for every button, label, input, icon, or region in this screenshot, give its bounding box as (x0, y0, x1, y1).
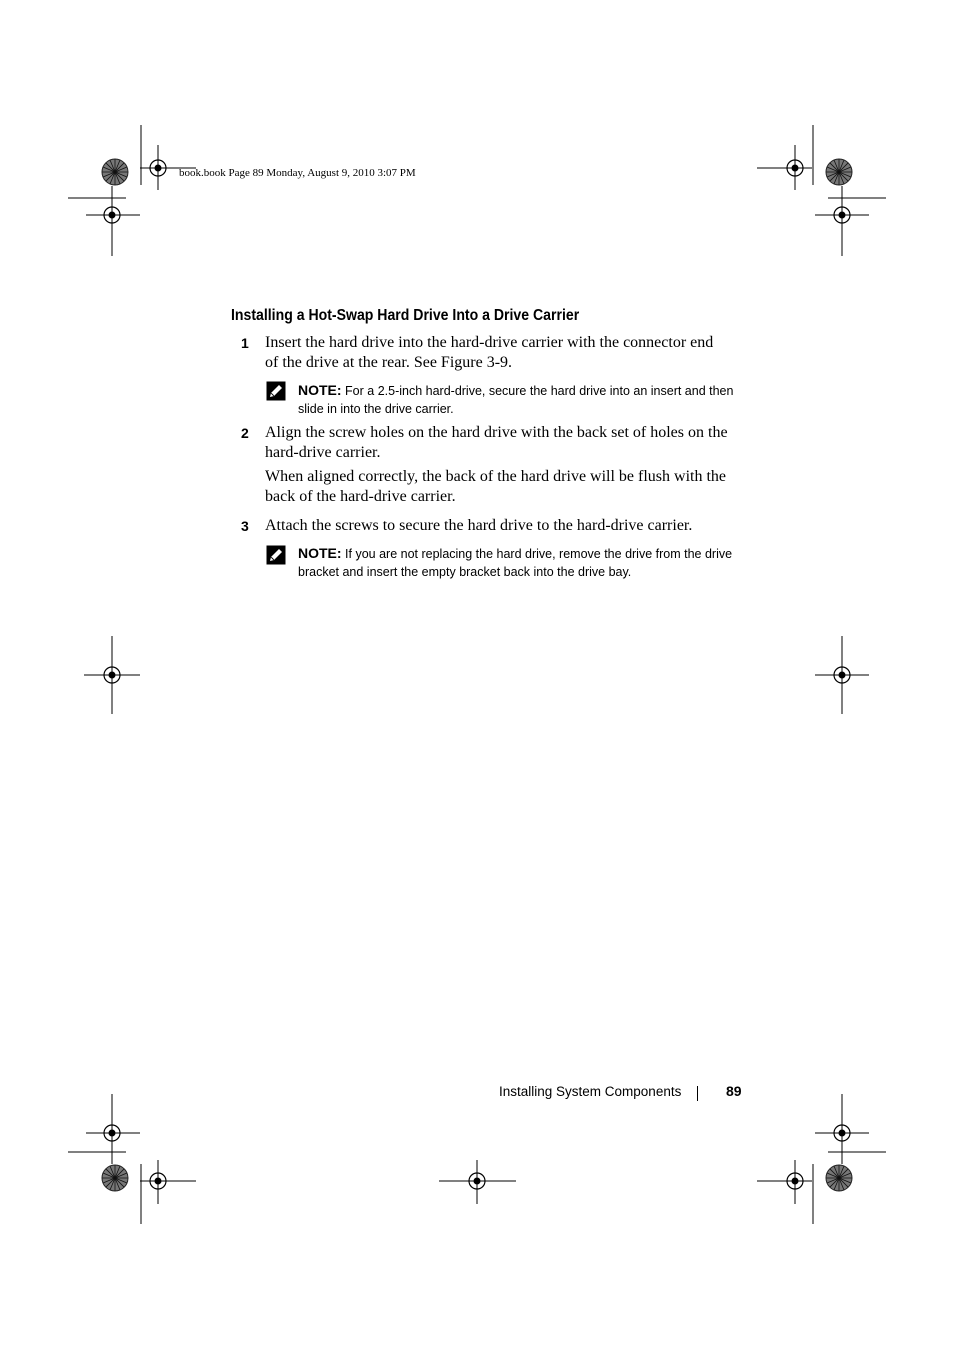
note-line: slide in into the drive carrier. (298, 402, 454, 416)
pencil-note-icon (266, 381, 286, 401)
pencil-note-icon (266, 545, 286, 565)
text-line: hard-drive carrier. (265, 443, 381, 461)
text-line: back of the hard-drive carrier. (265, 487, 456, 505)
note-line (298, 381, 776, 400)
step-text (265, 516, 743, 536)
step-text (265, 333, 743, 372)
note-body: For a 2.5-inch hard-drive, secure the hard drive into an insert and then (345, 384, 734, 398)
note-line (298, 544, 776, 563)
step-followup-text (265, 467, 743, 506)
note-label: NOTE: (298, 382, 342, 398)
note-body: If you are not replacing the hard drive, remove the drive from the drive (345, 547, 733, 561)
note-line: bracket and insert the empty bracket back into the drive bay. (298, 565, 632, 579)
text-line: Attach the screws to secure the hard drive to the hard-drive carrier. (265, 517, 693, 534)
footer-chapter-title: Installing System Components (499, 1084, 682, 1099)
note-label: NOTE: (298, 545, 342, 561)
section-title: Installing a Hot-Swap Hard Drive Into a Drive Carrier (231, 307, 580, 324)
note (298, 544, 776, 581)
step-number: 2 (241, 425, 249, 441)
text-line: of the drive at the rear. See Figure 3-9. (265, 353, 513, 371)
step-number: 3 (241, 518, 249, 534)
page-number: 89 (726, 1083, 742, 1099)
step-number: 1 (241, 335, 249, 351)
note (298, 381, 776, 418)
slug-line: book.book Page 89 Monday, August 9, 2010 3:07 PM (179, 167, 416, 179)
footer-divider (697, 1086, 698, 1101)
text-line: When aligned correctly, the back of the hard drive will be flush with the (265, 468, 727, 485)
text-line: Insert the hard drive into the hard-drive carrier with the connector end (265, 334, 714, 351)
text-line: Align the screw holes on the hard drive with the back set of holes on the (265, 424, 728, 441)
step-text (265, 423, 743, 462)
